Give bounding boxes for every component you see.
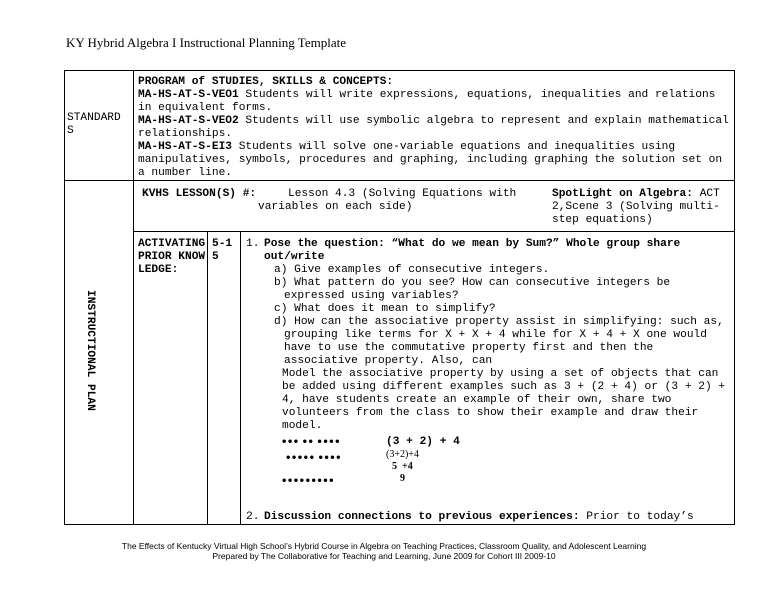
step1-item: a) Give examples of consecutive integers. — [274, 264, 550, 276]
document-footer — [0, 541, 768, 561]
standards-label: STANDARD S — [67, 112, 121, 137]
step1-block — [246, 238, 732, 433]
standards-content — [138, 76, 732, 180]
lesson-label: KVHS LESSON(S) #: — [142, 188, 257, 200]
step1-item: d) How can the associative property assist in simplifying: such as, grouping like terms for X + X + 4 while for X + 4 + X one would have to use the commutative property first and then the associative property. Also, can — [274, 316, 724, 367]
standard-text: Students will solve one-variable equations and inequalities using manipulatives, symbols, procedures and graphing, including graphing the solution set on a number line. — [138, 141, 723, 179]
step2-block — [246, 511, 732, 524]
minutes-column-divider — [240, 231, 241, 525]
standards-heading: PROGRAM of STUDIES, SKILLS & CONCEPTS: — [138, 76, 394, 88]
spotlight-text: ACT 2,Scene 3 (Solving multi-step equations) — [552, 188, 720, 226]
step2-number: 2. — [246, 511, 260, 523]
table-row-divider — [64, 180, 735, 181]
step1-title: Pose the question: “What do we mean by Sum?” Whole group share out/write — [264, 238, 681, 263]
instructional-plan-text: INSTRUCTIONAL PLAN — [84, 290, 96, 411]
lesson-text: Lesson 4.3 (Solving Equations with variables on each side) — [258, 188, 517, 213]
standard-item — [138, 89, 732, 115]
step2-text: Prior to today’s — [579, 511, 694, 523]
step2-title: Discussion connections to previous experiences: — [264, 511, 580, 523]
spotlight-block — [552, 188, 730, 227]
model-dots-row4: ••••••••• — [281, 476, 335, 487]
standard-code: MA-HS-AT-S-VEO1 — [138, 89, 239, 101]
standard-code: MA-HS-AT-S-VEO2 — [138, 115, 239, 127]
step1-heading — [246, 238, 732, 264]
footer-line2: Prepared by The Collaborative for Teaching and Learning, June 2009 for Cohort III 2009-10 — [212, 551, 556, 561]
model-expr-row2: (3+2)+4 — [386, 449, 419, 460]
document-header: KY Hybrid Algebra I Instructional Planning Template — [66, 35, 346, 50]
table-bottom-border — [64, 524, 735, 525]
standard-item — [138, 141, 732, 180]
table-left-border — [64, 70, 65, 525]
step1-item: b) What pattern do you see? How can consecutive integers be expressed using variables? — [274, 277, 671, 302]
model-dots-row1: ••• •• •••• — [281, 437, 340, 448]
standard-text: Students will use symbolic algebra to represent and explain mathematical relationships. — [138, 115, 729, 140]
table-right-border — [734, 70, 735, 525]
minutes-value: 5-15 — [212, 238, 233, 263]
spotlight-label: SpotLight on Algebra: — [552, 188, 693, 200]
model-expr-row3: 5 +4 — [392, 461, 413, 472]
model-dots-row2: ••••• •••• — [285, 453, 342, 464]
activating-label: ACTIVATING PRIOR KNOWLEDGE: — [138, 238, 206, 276]
standard-item — [138, 115, 732, 141]
standard-text: Students will write expressions, equations, inequalities and relations in equivalent forms. — [138, 89, 716, 114]
activating-column-divider — [207, 231, 208, 525]
instructional-plan-label — [82, 290, 98, 410]
standard-code: MA-HS-AT-S-EI3 — [138, 141, 232, 153]
label-column-divider — [133, 70, 134, 525]
step1-item: c) What does it mean to simplify? — [274, 303, 496, 315]
table-top-border — [64, 70, 735, 71]
model-expr-row4: 9 — [400, 473, 405, 484]
model-expr-row1: (3 + 2) + 4 — [386, 436, 460, 448]
step1-model-text: Model the associative property by using a set of objects that can be added using different examples such as 3 + (2 + 4) or (3 + 2) + 4, have students create an example of their own, share two volunteers from the class to show their example and draw their model. — [282, 368, 726, 432]
step1-number: 1. — [246, 238, 260, 250]
footer-line1: The Effects of Kentucky Virtual High School’s Hybrid Course in Algebra on Teaching Practices, Classroom Quality, and Adolescent Learning — [121, 541, 647, 551]
lesson-row-divider — [133, 231, 735, 232]
